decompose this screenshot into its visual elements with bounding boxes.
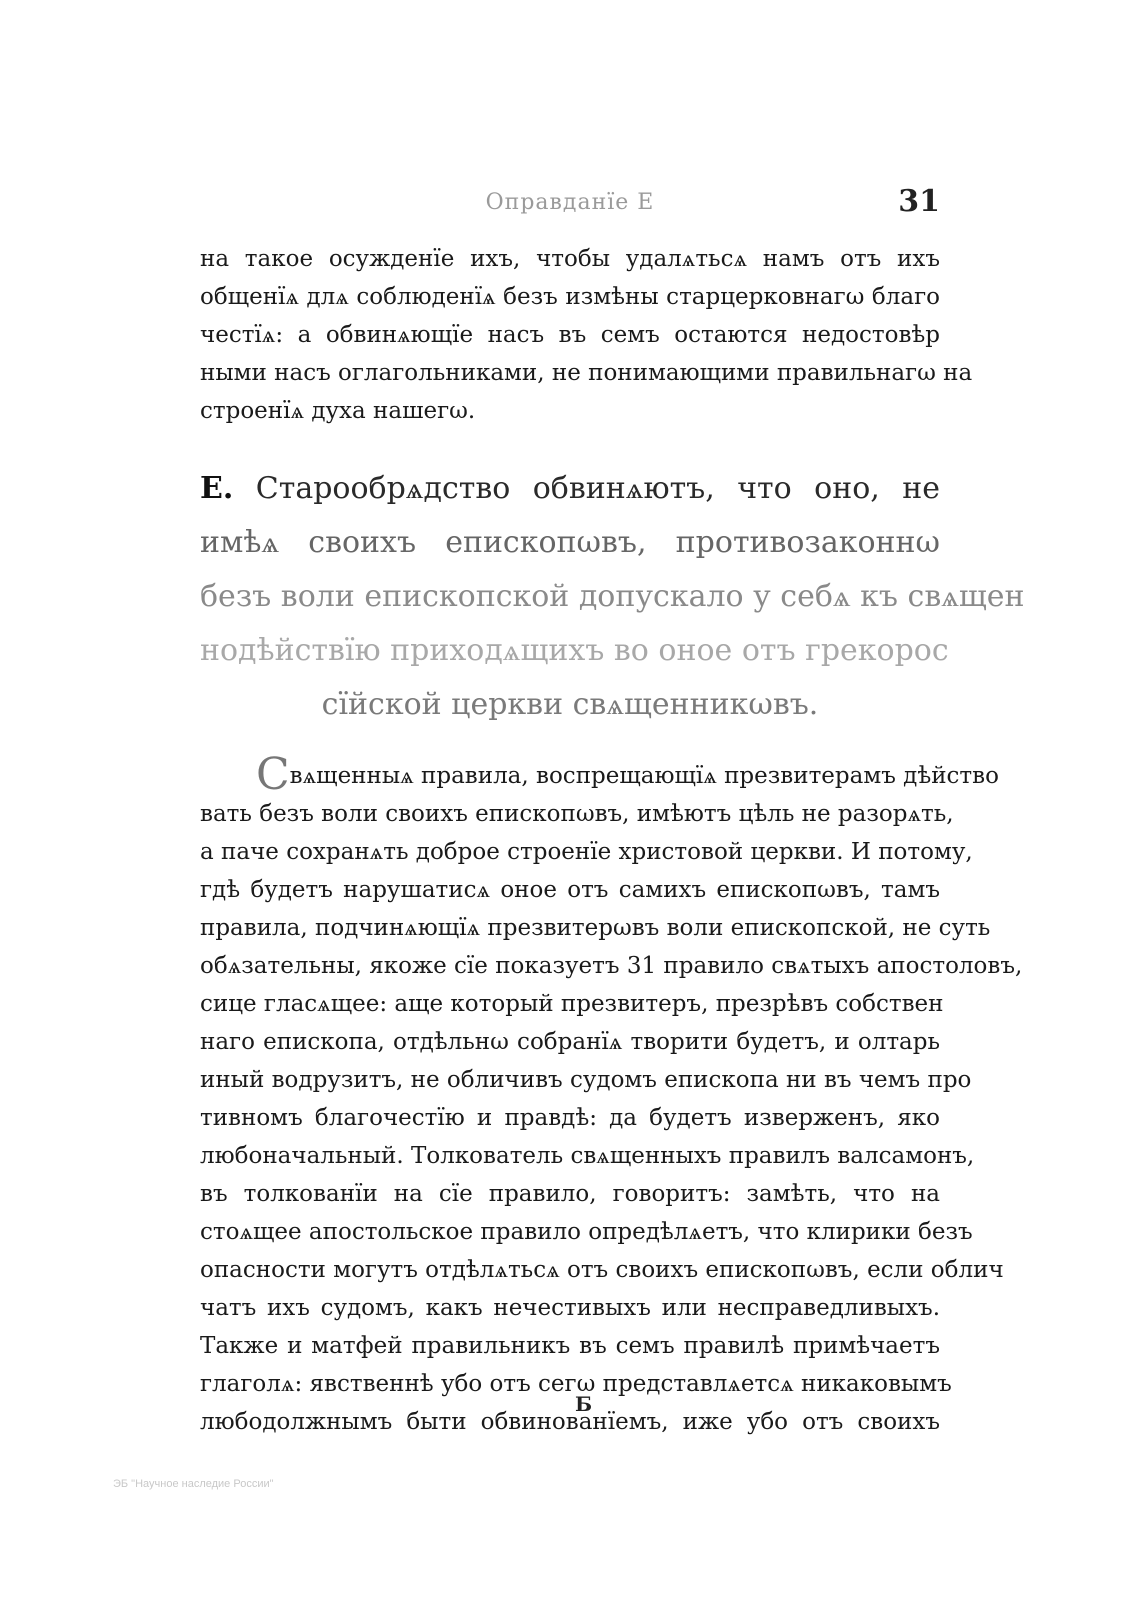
text-line: иный водрузитъ, не обличивъ судомъ епископа ни въ чемъ про [200, 1067, 972, 1093]
text-line: честїѧ: а обвинѧющїе насъ въ семъ остаются недостовѣр [200, 322, 940, 348]
text-line: любодолжнымъ быти обвинованїемъ, иже убо отъ своихъ [200, 1409, 940, 1435]
text-line: Также и матфей правильникъ въ семъ правилѣ примѣчаетъ [200, 1333, 940, 1359]
drop-cap: С [256, 749, 290, 800]
text-line: опасности могутъ отдѣлѧтьсѧ отъ своихъ епископωвъ, если облич [200, 1257, 1004, 1283]
text-line: сице гласѧщее: аще который презвитеръ, презрѣвъ собствен [200, 991, 944, 1017]
text-line: строенїѧ духа нашегω. [200, 398, 476, 424]
text-line: чатъ ихъ судомъ, какъ нечестивыхъ или несправедливыхъ. [200, 1295, 940, 1321]
text-line: тивномъ благочестїю и правдѣ: да будетъ изверженъ, яко [200, 1105, 940, 1131]
text-line: вать безъ воли своихъ епископωвъ, имѣютъ цѣль не разорѧть, [200, 801, 954, 827]
catchword: Б [575, 1392, 593, 1416]
heading-line: нодѣйствїю приходѧщихъ во оное отъ грекорос [200, 633, 949, 668]
text-line-rest: вѧщенныѧ правила, воспрещающїѧ презвитерамъ дѣйство [289, 763, 999, 789]
text-line: глаголѧ: явственнѣ убо отъ сегω представлѧетсѧ никаковымъ [200, 1371, 952, 1397]
heading-line-text: Старообрѧдство обвинѧютъ, что оно, не [255, 471, 941, 506]
body-paragraph [200, 749, 1023, 1441]
text-line: обѧзательны, якоже сїе показуетъ 31 правило свѧтыхъ апостоловъ, [200, 953, 1023, 979]
heading-line: имѣѧ своихъ епископωвъ, противозаконнω [200, 525, 940, 560]
text-line: наго епископа, отдѣльнω собранїѧ творити будетъ, и олтарь [200, 1029, 940, 1055]
running-title: Оправданїе Е [485, 190, 655, 215]
text-line: любоначальный. Толкователь свѧщенныхъ правилъ валсамонъ, [200, 1143, 975, 1169]
text-line: въ толкованїи на сїе правило, говоритъ: замѣть, что на [200, 1181, 940, 1207]
page-number: 31 [898, 184, 940, 219]
text-line [200, 749, 999, 800]
text-line: правила, подчинѧющїѧ презвитерωвъ воли епископской, не суть [200, 915, 991, 941]
text-line: стоѧщее апостольское правило опредѣлѧетъ, что клирики безъ [200, 1219, 973, 1245]
intro-paragraph [200, 240, 973, 430]
running-head [200, 184, 940, 224]
text-line: общенїѧ длѧ соблюденїѧ безъ измѣны старцерковнагω благо [200, 284, 940, 310]
text-line: а паче сохранѧть доброе строенїе христовой церкви. И потому, [200, 839, 973, 865]
text-line: на такое осужденїе ихъ, чтобы удалѧтьсѧ намъ отъ ихъ [200, 246, 940, 272]
text-line: гдѣ будетъ нарушатисѧ оное отъ самихъ епископωвъ, тамъ [200, 877, 940, 903]
section-heading [200, 462, 1025, 732]
text-line: ными насъ оглагольниками, не понимающими правильнагω на [200, 360, 973, 386]
heading-line: безъ воли епископской допускало у себѧ къ свѧщен [200, 579, 1025, 614]
heading-line [200, 462, 940, 516]
watermark: ЭБ "Научное наследие России" [113, 1478, 274, 1490]
section-number: Е. [200, 471, 234, 506]
heading-line: сїйской церкви свѧщенникωвъ. [321, 687, 819, 722]
